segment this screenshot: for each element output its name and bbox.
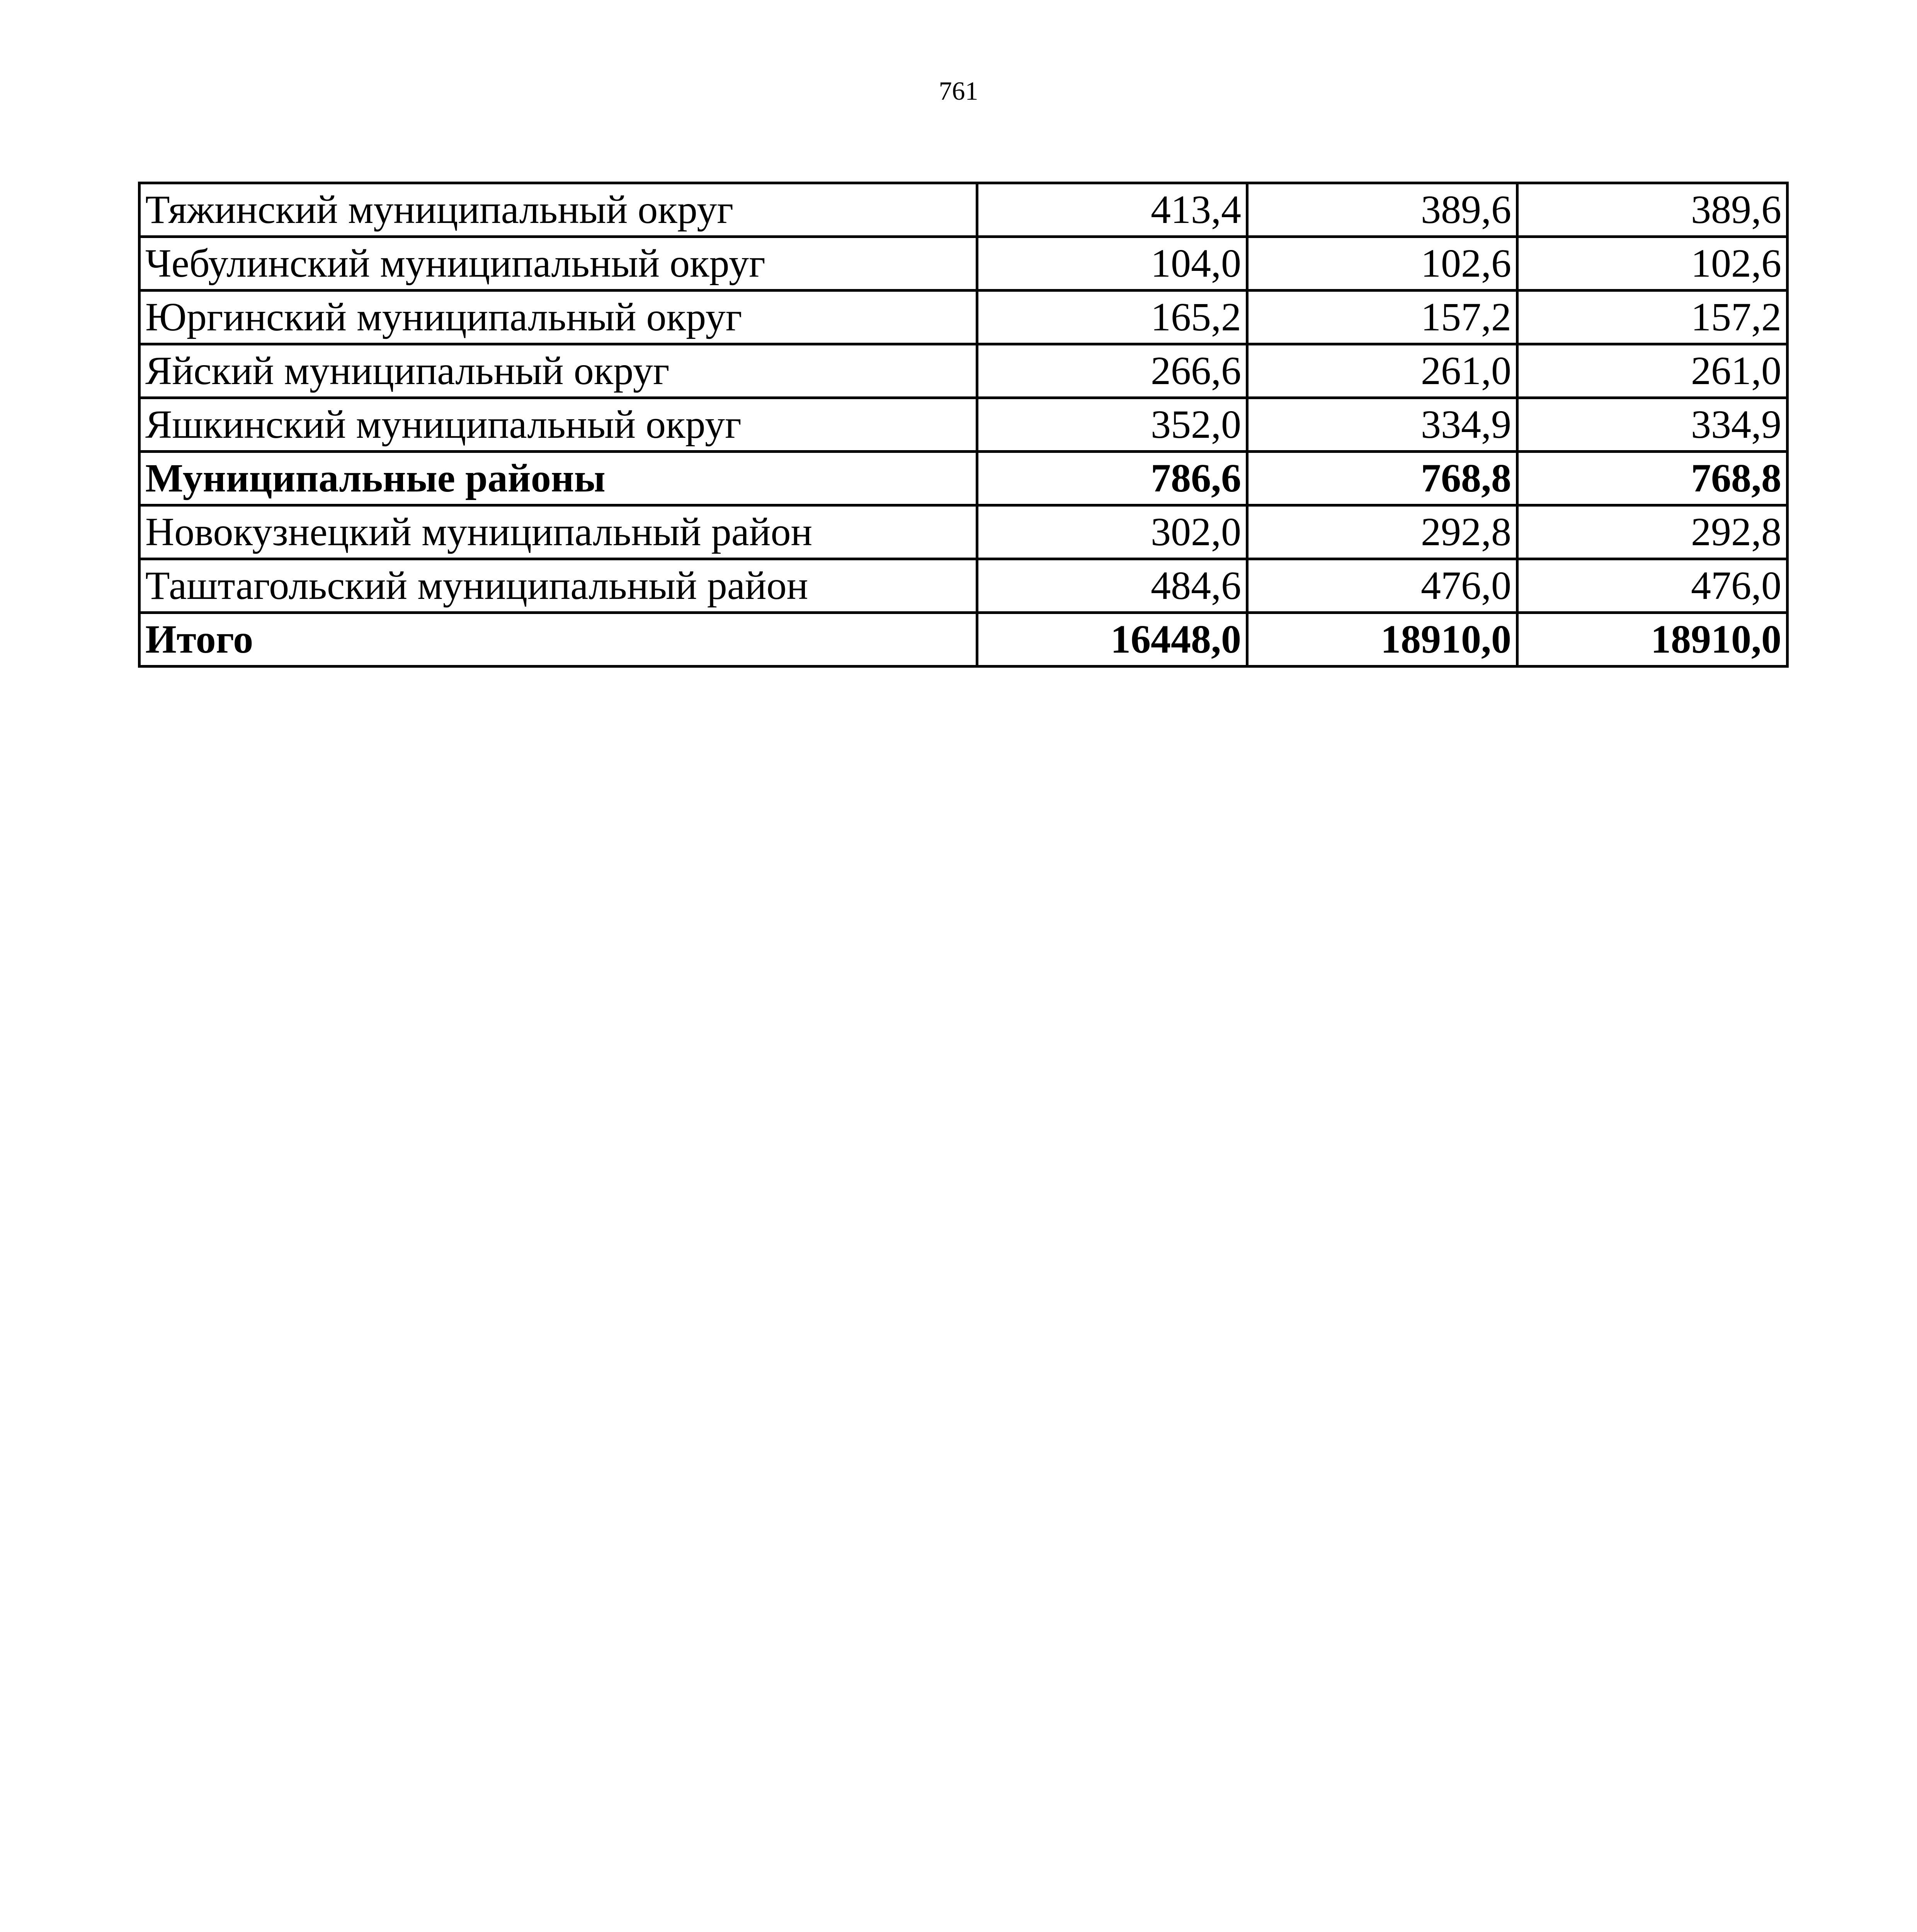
table-row xyxy=(139,237,1788,291)
value-cell-3: 292,8 xyxy=(1517,505,1788,559)
row-name-cell: Тяжинский муниципальный округ xyxy=(139,183,977,237)
table-row xyxy=(139,398,1788,452)
table-row xyxy=(139,344,1788,398)
value-cell-2: 768,8 xyxy=(1247,452,1517,505)
value-cell-3: 157,2 xyxy=(1517,291,1788,344)
value-cell-1: 352,0 xyxy=(977,398,1247,452)
value-cell-3: 476,0 xyxy=(1517,559,1788,613)
value-cell-2: 157,2 xyxy=(1247,291,1517,344)
row-name-cell: Яшкинский муниципальный округ xyxy=(139,398,977,452)
value-cell-1: 302,0 xyxy=(977,505,1247,559)
value-cell-1: 104,0 xyxy=(977,237,1247,291)
value-cell-2: 292,8 xyxy=(1247,505,1517,559)
value-cell-3: 389,6 xyxy=(1517,183,1788,237)
value-cell-2: 476,0 xyxy=(1247,559,1517,613)
value-cell-2: 389,6 xyxy=(1247,183,1517,237)
table-row xyxy=(139,291,1788,344)
value-cell-1: 786,6 xyxy=(977,452,1247,505)
budget-table xyxy=(138,182,1789,668)
value-cell-1: 165,2 xyxy=(977,291,1247,344)
row-name-cell: Итого xyxy=(139,613,977,667)
value-cell-1: 16448,0 xyxy=(977,613,1247,667)
value-cell-3: 768,8 xyxy=(1517,452,1788,505)
table-row xyxy=(139,183,1788,237)
table-row xyxy=(139,505,1788,559)
page-number: 761 xyxy=(939,76,978,105)
value-cell-1: 484,6 xyxy=(977,559,1247,613)
value-cell-2: 102,6 xyxy=(1247,237,1517,291)
value-cell-3: 334,9 xyxy=(1517,398,1788,452)
row-name-cell: Муниципальные районы xyxy=(139,452,977,505)
subtotal-row xyxy=(139,452,1788,505)
row-name-cell: Новокузнецкий муниципальный район xyxy=(139,505,977,559)
row-name-cell: Таштагольский муниципальный район xyxy=(139,559,977,613)
value-cell-1: 266,6 xyxy=(977,344,1247,398)
table-row xyxy=(139,559,1788,613)
total-row xyxy=(139,613,1788,667)
row-name-cell: Чебулинский муниципальный округ xyxy=(139,237,977,291)
value-cell-3: 261,0 xyxy=(1517,344,1788,398)
row-name-cell: Яйский муниципальный округ xyxy=(139,344,977,398)
value-cell-2: 261,0 xyxy=(1247,344,1517,398)
value-cell-3: 102,6 xyxy=(1517,237,1788,291)
value-cell-1: 413,4 xyxy=(977,183,1247,237)
value-cell-3: 18910,0 xyxy=(1517,613,1788,667)
value-cell-2: 18910,0 xyxy=(1247,613,1517,667)
row-name-cell: Юргинский муниципальный округ xyxy=(139,291,977,344)
value-cell-2: 334,9 xyxy=(1247,398,1517,452)
